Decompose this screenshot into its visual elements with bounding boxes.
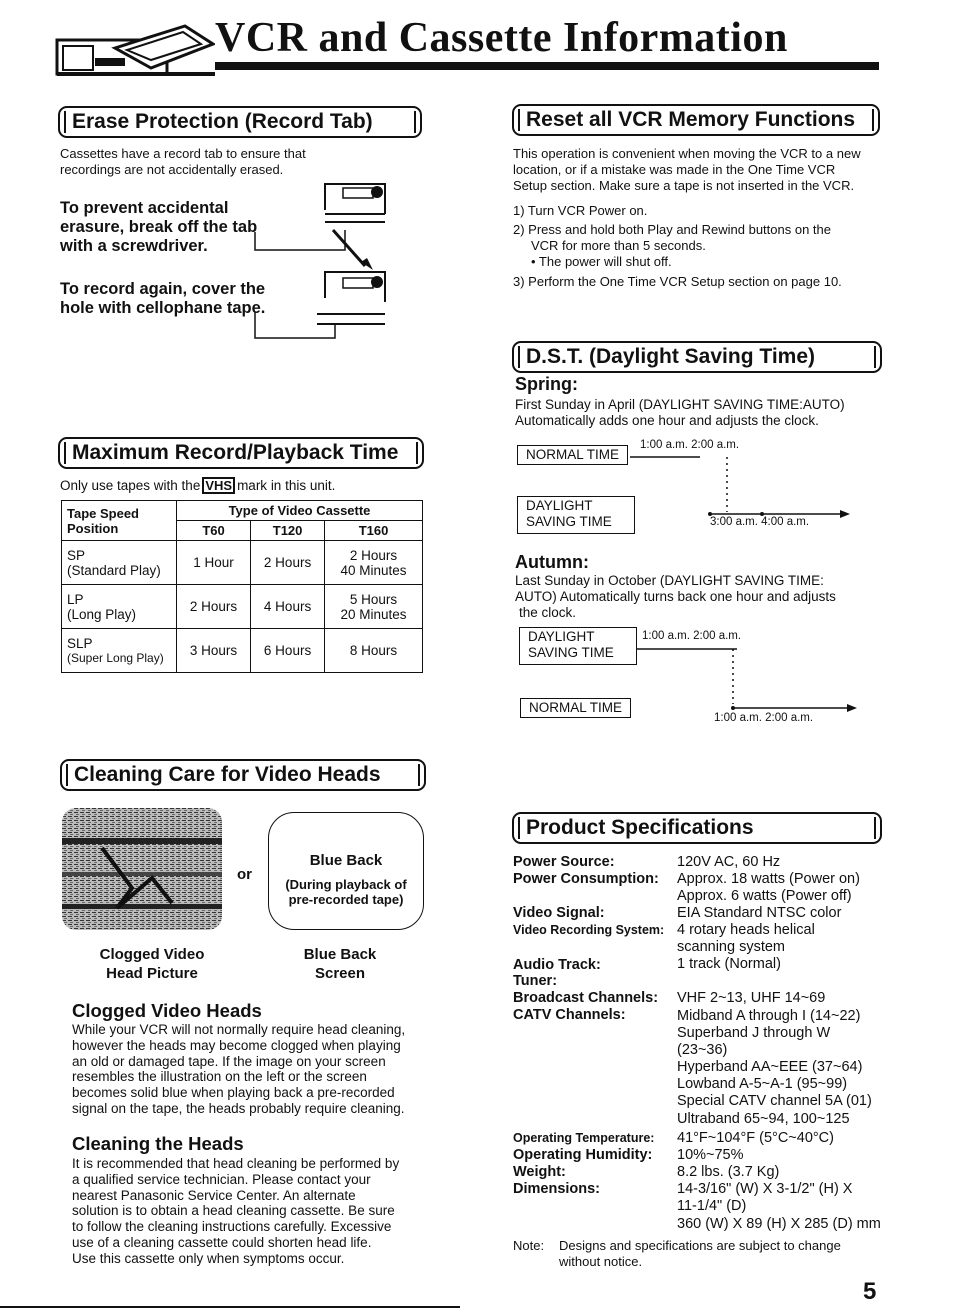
reset-step-1: 1) Turn VCR Power on. [513,203,648,218]
autumn-daylight-box: DAYLIGHT SAVING TIME [519,627,637,665]
autumn-text: Last Sunday in October (DAYLIGHT SAVING TIME: AUTO) Automatically turns back one hour and adjusts the clock. [515,573,836,620]
spring-daylight-box: DAYLIGHT SAVING TIME [517,496,635,534]
cleaning-heads-heading: Cleaning the Heads [72,1133,244,1154]
record-again-text: To record again, cover the hole with cellophane tape. [60,280,266,317]
spec-value: 360 (W) X 89 (H) X 285 (D) mm [677,1216,881,1232]
catv-list: Midband A through I (14~22) Superband J through W (23~36) Hyperband AA~EEE (37~64) Lowband A-5~A-1 (95~99) Special CATV channel 5A (01) Ultraband 65~94, 100~125 [677,1008,872,1127]
spec-label: Video Signal: [513,905,605,921]
page-number: 5 [863,1278,877,1305]
table-row: SLP (Super Long Play) [62,629,177,673]
spec-value: 41°F~104°F (5°C~40°C) [677,1130,834,1146]
clogged-picture [62,808,222,930]
col-t120: T120 [251,521,325,541]
reset-heading: Reset all VCR Memory Functions [512,104,880,136]
spec-note-label: Note: [513,1238,545,1253]
spec-value: 1 track (Normal) [677,956,781,972]
col-t160: T160 [325,521,423,541]
cleaning-heads-body: It is recommended that head cleaning be performed by a qualified service technician. Please contact your nearest Panasonic Service Center. An alternate solution is to obtain a head cleaning cassette. Be sure to follow the cleaning instructions carefully. Excessive use of a cleaning cassette could shorten head life. Use this cassette only when symptoms occur. [72,1156,400,1266]
spec-value: 8.2 lbs. (3.7 Kg) [677,1164,780,1180]
cell: 8 Hours [325,629,423,673]
spec-value: 4 rotary heads helical [677,922,815,938]
spec-value: VHF 2~13, UHF 14~69 [677,990,826,1006]
cell: 5 Hours 20 Minutes [325,585,423,629]
title-rule [215,62,879,70]
or-text: or [237,866,252,883]
cell: 6 Hours [251,629,325,673]
spec-value: 120V AC, 60 Hz [677,854,781,870]
spec-label: Operating Humidity: [513,1147,653,1163]
autumn-top-times: 1:00 a.m. 2:00 a.m. [642,630,742,642]
spring-normal-time: NORMAL TIME [517,445,628,465]
autumn-label: Autumn: [515,552,589,572]
reset-step-3: 3) Perform the One Time VCR Setup section on page 10. [513,274,842,289]
spec-label: Tuner: [513,973,558,989]
bottom-rule [0,1306,460,1308]
col-type: Type of Video Cassette [177,501,423,521]
spec-note: Designs and specifications are subject to change without notice. [559,1238,841,1269]
prevent-erasure-text: To prevent accidental erasure, break off the tab with a screwdriver. [60,199,258,255]
spec-value: scanning system [677,939,785,955]
caption-blue-back: Blue Back Screen [303,946,377,982]
spec-label: Power Consumption: [513,871,659,887]
cell: 2 Hours [251,541,325,585]
clogged-heads-body: While your VCR will not normally require head cleaning, however the heads may become clogged when playing an old or damaged tape. If the image on your screen resembles the illustration on the left or the screen becomes solid blue when playing back a pre-recorded signal on the tape, the heads probably require cleaning. [72,1022,406,1116]
max-record-heading: Maximum Record/Playback Time [58,437,424,469]
caption-clogged: Clogged Video Head Picture [99,946,205,982]
erase-intro: Cassettes have a record tab to ensure that recordings are not accidentally erased. [60,146,306,177]
col-t60: T60 [177,521,251,541]
col-speed-2: Position [67,520,119,536]
spec-label: Dimensions: [513,1181,601,1197]
cover-tab-illustration [225,268,400,348]
spring-text: First Sunday in April (DAYLIGHT SAVING TIME:AUTO) Automatically adds one hour and adjusts the clock. [515,397,845,428]
break-tab-illustration [225,180,400,280]
spec-value: EIA Standard NTSC color [677,905,842,921]
spec-value: 10%~75% [677,1147,744,1163]
vhs-note: Only use tapes with the VHS mark in this unit. [60,478,336,493]
spring-label: Spring: [515,374,578,394]
spec-label: Operating Temperature: [513,1131,655,1145]
autumn-bottom-times: 1:00 a.m. 2:00 a.m. [714,712,814,724]
spec-label: CATV Channels: [513,1007,626,1023]
vcr-cassette-icon [55,18,215,83]
vhs-logo: VHS [202,477,235,494]
spring-bottom-times: 3:00 a.m. 4:00 a.m. [710,516,810,528]
cell: 2 Hours [177,585,251,629]
spec-label: Video Recording System: [513,923,665,937]
spec-label: Audio Track: [513,957,601,973]
dst-heading: D.S.T. (Daylight Saving Time) [512,341,882,373]
cell: 4 Hours [251,585,325,629]
spec-value: 14-3/16" (W) X 3-1/2" (H) X [677,1181,853,1197]
cell: 3 Hours [177,629,251,673]
autumn-normal-time: NORMAL TIME [520,698,631,718]
record-time-table [61,500,423,673]
cell: 1 Hour [177,541,251,585]
spec-value: Approx. 6 watts (Power off) [677,888,852,904]
spec-label: Weight: [513,1164,566,1180]
cell: 2 Hours 40 Minutes [325,541,423,585]
spec-label: Power Source: [513,854,615,870]
spec-label: Broadcast Channels: [513,990,659,1006]
spec-value: 11-1/4" (D) [677,1198,747,1214]
erase-protection-heading: Erase Protection (Record Tab) [58,106,422,138]
page-title: VCR and Cassette Information [215,15,788,61]
clogged-heads-heading: Clogged Video Heads [72,1000,262,1021]
spring-top-times: 1:00 a.m. 2:00 a.m. [640,439,740,451]
cleaning-heading: Cleaning Care for Video Heads [60,759,426,791]
reset-step-2: 2) Press and hold both Play and Rewind buttons on the VCR for more than 5 seconds. • The power will shut off. [513,222,831,269]
table-row: LP (Long Play) [62,585,177,629]
table-row: SP (Standard Play) [62,541,177,585]
col-speed-1: Tape Speed [67,505,140,521]
blue-back-screen: Blue Back (During playback of pre-recorded tape) [268,812,424,930]
reset-intro: This operation is convenient when moving the VCR to a new location, or if a mistake was made in the One Time VCR Setup section. Make sure a tape is not inserted in the VCR. [513,146,861,193]
spec-value: Approx. 18 watts (Power on) [677,871,860,887]
specs-heading: Product Specifications [512,812,882,844]
